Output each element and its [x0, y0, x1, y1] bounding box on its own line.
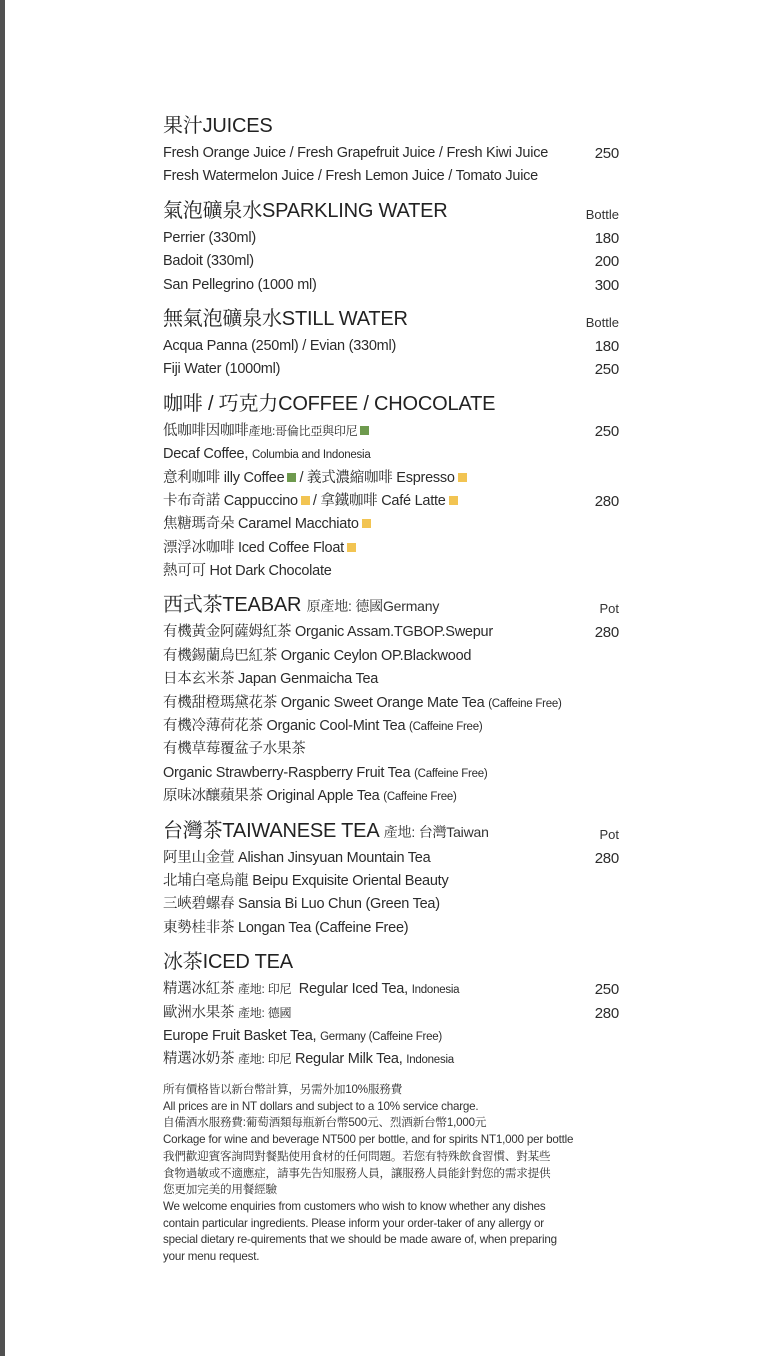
green-square-icon	[287, 473, 296, 482]
item-note: Germany (Caffeine Free)	[320, 1030, 442, 1043]
item-name: 有機黃金阿薩姆紅茶 Organic Assam.TGBOP.Swepur	[163, 624, 493, 641]
section-header	[163, 197, 623, 227]
origin-label: Indonesia	[406, 1054, 454, 1067]
menu-item	[163, 142, 623, 165]
item-price: 280	[594, 1004, 619, 1022]
item-name: / 拿鐵咖啡 Café Latte	[312, 492, 446, 509]
menu-item	[163, 785, 623, 808]
item-name: 有機草莓覆盆子水果茶	[163, 741, 306, 758]
menu-item	[163, 227, 623, 250]
item-name: Acqua Panna (250ml) / Evian (330ml)	[163, 337, 397, 354]
item-name: 三峽碧螺春 Sansia Bi Luo Chun (Green Tea)	[163, 896, 440, 913]
note-line: 您更加完美的用餐經驗	[163, 1183, 277, 1197]
menu-item	[163, 715, 623, 738]
item-note: (Caffeine Free)	[409, 721, 483, 734]
service-notes	[163, 1082, 623, 1266]
unit-label: Bottle	[585, 314, 619, 330]
menu-item	[163, 1025, 623, 1048]
item-name: 有機錫蘭烏巴紅茶 Organic Ceylon OP.Blackwood	[163, 647, 472, 664]
menu-item	[163, 490, 623, 513]
origin-label: 原產地: 德國Germany	[306, 598, 440, 615]
section-iced-tea	[163, 948, 623, 1072]
item-name: Fresh Orange Juice / Fresh Grapefruit Juice / Fresh Kiwi Juice	[163, 145, 549, 161]
menu-item	[163, 645, 623, 668]
item-name: 精選冰奶茶	[163, 1051, 235, 1068]
item-name: 東勢桂非茶 Longan Tea (Caffeine Free)	[163, 919, 409, 936]
note-line: special dietary re-quirements that we should be made aware of, when preparing	[163, 1233, 557, 1247]
item-name: 意利咖啡 illy Coffee	[163, 469, 285, 486]
item-price: 250	[594, 422, 619, 440]
item-note: (Caffeine Free)	[414, 767, 488, 780]
section-title-taiwanese: 台灣茶TAIWANESE TEA	[163, 819, 379, 842]
note-line: 食物過敏或不適應症，請事先告知服務人員，讓服務人員能針對您的需求提供	[163, 1166, 551, 1180]
item-name: 歐洲水果茶	[163, 1004, 235, 1021]
section-header	[163, 305, 623, 335]
menu-item	[163, 274, 623, 297]
section-taiwanese-tea	[163, 817, 623, 941]
section-still-water	[163, 305, 623, 382]
green-square-icon	[360, 426, 369, 435]
item-name: 熱可可 Hot Dark Chocolate	[163, 563, 332, 580]
menu-item	[163, 335, 623, 358]
menu-item	[163, 870, 623, 893]
menu-item	[163, 443, 623, 466]
yellow-square-icon	[301, 496, 310, 505]
item-note: (Caffeine Free)	[488, 697, 562, 710]
menu-item	[163, 165, 623, 188]
item-name: 阿里山金萱 Alishan Jinsyuan Mountain Tea	[163, 849, 431, 866]
origin-label: 產地: 印尼	[238, 982, 292, 997]
item-name: Decaf Coffee,	[163, 446, 249, 463]
item-price: 250	[594, 145, 619, 162]
origin-label: Indonesia	[411, 984, 460, 997]
item-name: Regular Milk Tea,	[294, 1051, 403, 1068]
menu-item	[163, 513, 623, 536]
menu-item	[163, 1048, 623, 1071]
item-name: 漂浮冰咖啡 Iced Coffee Float	[163, 539, 344, 556]
item-name: Organic Strawberry-Raspberry Fruit Tea	[163, 764, 411, 781]
unit-label: Pot	[599, 826, 619, 842]
item-price: 250	[594, 361, 619, 379]
note-line: All prices are in NT dollars and subject to a 10% service charge.	[163, 1099, 479, 1113]
menu-item	[163, 467, 623, 490]
menu-item	[163, 978, 623, 1001]
note-line: contain particular ingredients. Please inform your order-taker of any allergy or	[163, 1216, 544, 1230]
item-name: 精選冰紅茶	[163, 981, 235, 998]
section-header	[163, 817, 623, 847]
section-title-sparkling: 氣泡礦泉水SPARKLING WATER	[163, 199, 448, 222]
section-coffee	[163, 390, 623, 584]
item-name: Regular Iced Tea,	[298, 981, 408, 998]
item-price: 280	[594, 624, 619, 642]
item-name: Fresh Watermelon Juice / Fresh Lemon Juice / Tomato Juice	[163, 168, 538, 185]
item-price: 280	[594, 849, 619, 867]
unit-label: Bottle	[585, 206, 619, 222]
item-price: 180	[594, 229, 619, 247]
item-price: 180	[594, 337, 619, 355]
section-title-still: 無氣泡礦泉水STILL WATER	[163, 307, 408, 330]
item-name: Europe Fruit Basket Tea,	[163, 1027, 317, 1044]
item-name: 有機甜橙瑪黛花茶 Organic Sweet Orange Mate Tea	[163, 694, 485, 711]
item-price: 280	[594, 492, 619, 510]
menu-item	[163, 762, 623, 785]
note-line: We welcome enquiries from customers who wish to know whether any dishes	[163, 1199, 546, 1213]
drink-menu	[163, 112, 623, 1072]
menu-item	[163, 692, 623, 715]
section-juices	[163, 112, 623, 189]
menu-item	[163, 621, 623, 644]
menu-item	[163, 917, 623, 940]
section-header	[163, 112, 623, 142]
section-title-teabar: 西式茶TEABAR	[163, 594, 302, 617]
item-name: Fiji Water (1000ml)	[163, 361, 281, 378]
item-name: 日本玄米茶 Japan Genmaicha Tea	[163, 671, 379, 688]
item-name: 有機冷薄荷花茶 Organic Cool-Mint Tea	[163, 718, 406, 735]
origin-label: 產地: 德國	[238, 1005, 292, 1020]
item-name: / 義式濃縮咖啡 Espresso	[299, 469, 455, 486]
section-teabar	[163, 591, 623, 808]
menu-item	[163, 537, 623, 560]
origin-label: 產地: 印尼	[238, 1052, 292, 1067]
section-title-coffee: 咖啡 / 巧克力COFFEE / CHOCOLATE	[163, 392, 496, 415]
yellow-square-icon	[347, 543, 356, 552]
yellow-square-icon	[449, 496, 458, 505]
section-header	[163, 948, 623, 978]
yellow-square-icon	[362, 519, 371, 528]
menu-item	[163, 250, 623, 273]
unit-label: Pot	[599, 601, 619, 617]
menu-item	[163, 893, 623, 916]
menu-item	[163, 668, 623, 691]
item-name: San Pellegrino (1000 ml)	[163, 276, 317, 293]
note-line: Corkage for wine and beverage NT500 per bottle, and for spirits NT1,000 per bottle	[163, 1133, 574, 1147]
item-name: 焦糖瑪奇朵 Caramel Macchiato	[163, 516, 359, 533]
note-line: 我們歡迎賓客詢問對餐點使用食材的任何問題。若您有特殊飲食習慣、對某些	[163, 1149, 551, 1163]
note-line: 自備酒水服務費:葡萄酒類每瓶新台幣500元、烈酒新台幣1,000元	[163, 1116, 487, 1130]
origin-label: Columbia and Indonesia	[251, 449, 371, 462]
menu-item	[163, 420, 623, 443]
origin-label: 產地: 台灣Taiwan	[383, 823, 489, 840]
item-price: 200	[594, 253, 619, 271]
yellow-square-icon	[458, 473, 467, 482]
item-price: 250	[594, 981, 619, 999]
menu-item	[163, 847, 623, 870]
item-name: Badoit (330ml)	[163, 253, 254, 270]
menu-item	[163, 738, 623, 761]
item-name: Perrier (330ml)	[163, 229, 256, 246]
section-sparkling-water	[163, 197, 623, 297]
menu-item	[163, 560, 623, 583]
item-name: 北埔白毫烏龍 Beipu Exquisite Oriental Beauty	[163, 872, 449, 889]
item-price: 300	[594, 276, 619, 294]
note-line: 所有價格皆以新台幣計算，另需外加10%服務費	[163, 1083, 403, 1096]
item-name: 卡布奇諾 Cappuccino	[163, 492, 298, 509]
item-name: 原味冰釀蘋果茶 Original Apple Tea	[163, 788, 380, 805]
origin-label: 產地:哥倫比亞與印尼	[248, 423, 358, 438]
note-line: your menu request.	[163, 1250, 260, 1264]
section-title-iced: 冰茶ICED TEA	[163, 951, 293, 974]
item-name: 低咖啡因咖啡	[163, 422, 249, 439]
window-left-edge	[0, 0, 5, 1356]
section-header	[163, 591, 623, 621]
section-header	[163, 390, 623, 420]
section-title-juices: 果汁JUICES	[163, 115, 273, 137]
item-note: (Caffeine Free)	[383, 791, 457, 804]
menu-item	[163, 1002, 623, 1025]
menu-item	[163, 358, 623, 381]
